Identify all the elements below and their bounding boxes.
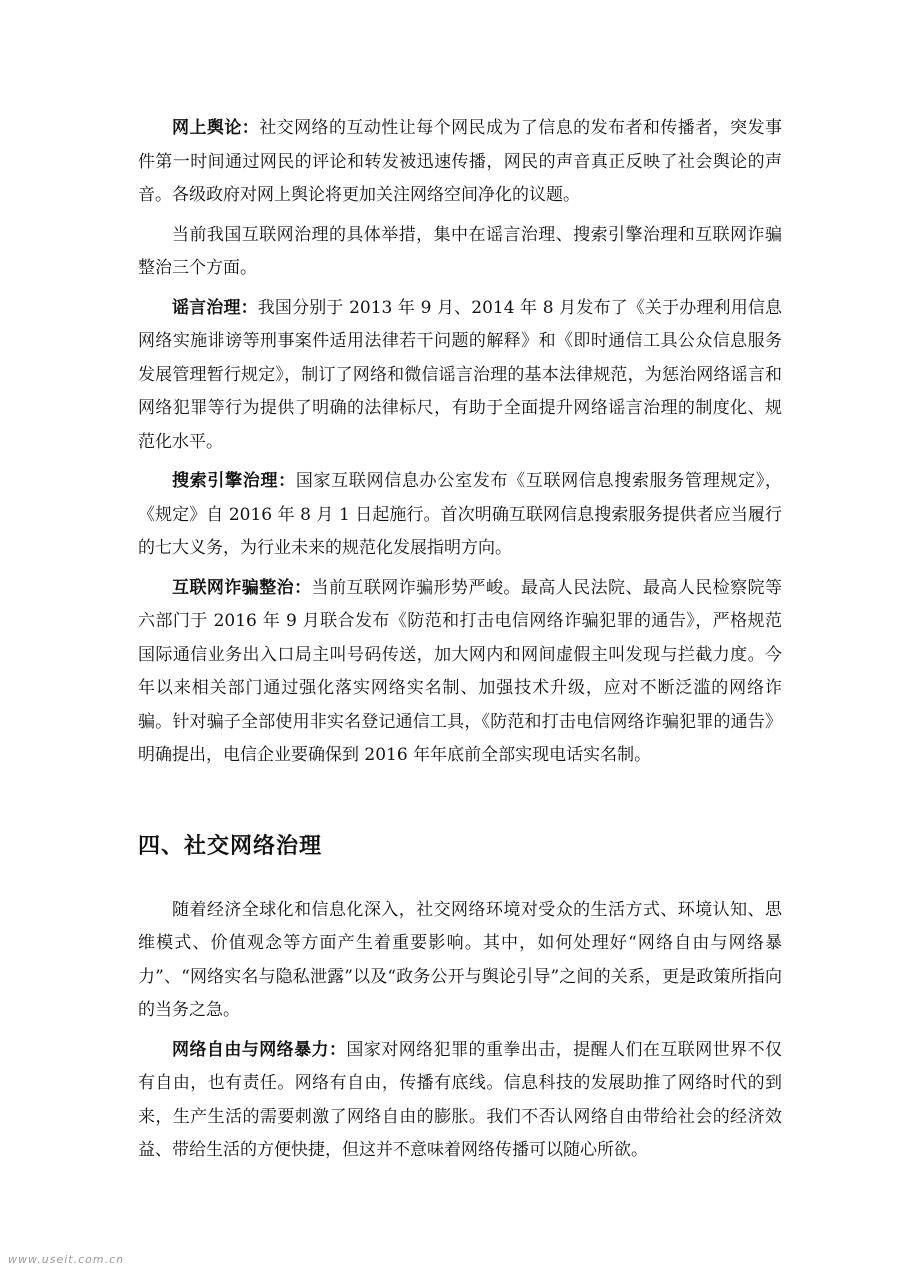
paragraph-search-engine-governance <box>138 465 782 566</box>
paragraph-governance-measures <box>138 219 782 286</box>
paragraph-text: 我国分别于 2013 年 9 月、2014 年 8 月发布了《关于办理利用信息网络实施诽谤等刑事案件适用法律若干问题的解释》和《即时通信工具公众信息服务发展管理暂行规定》，制订了网络和微信谣言治理的基本法律规范，为惩治网络谣言和网络犯罪等行为提供了明确的法律标尺，有助于全面提升网络谣言治理的制度化、规范化水平。 <box>138 297 782 452</box>
paragraph-text: 随着经济全球化和信息化深入，社交网络环境对受众的生活方式、环境认知、思维模式、价值观念等方面产生着重要影响。其中，如何处理好“网络自由与网络暴力”、“网络实名与隐私泄露”以及“政务公开与舆论引导”之间的关系，更是政策所指向的当务之急。 <box>138 899 782 1020</box>
paragraph-rumor-governance <box>138 292 782 460</box>
paragraph-lead: 互联网诈骗整治： <box>172 577 312 598</box>
paragraph-text: 社交网络的互动性让每个网民成为了信息的发布者和传播者，突发事件第一时间通过网民的评论和转发被迅速传播，网民的声音真正反映了社会舆论的声音。各级政府对网上舆论将更加关注网络空间净化的议题。 <box>138 118 783 205</box>
paragraph-text: 当前我国互联网治理的具体举措，集中在谣言治理、搜索引擎治理和互联网诈骗整治三个方面。 <box>138 224 782 278</box>
paragraph-text: 国家对网络犯罪的重拳出击，提醒人们在互联网世界不仅有自由，也有责任。网络有自由，传播有底线。信息科技的发展助推了网络时代的到来，生产生活的需要刺激了网络自由的膨胀。我们不否认网络自由带给社会的经济效益、带给生活的方便快捷，但这并不意味着网络传播可以随心所欲。 <box>138 1039 783 1160</box>
paragraph-social-network-intro <box>138 894 782 1028</box>
paragraph-lead: 搜索引擎治理： <box>172 471 296 491</box>
paragraph-online-opinion <box>138 112 782 213</box>
paragraph-lead: 网络自由与网络暴力： <box>172 1039 347 1060</box>
watermark: www.useit.com.cn <box>8 1253 125 1266</box>
paragraph-text: 当前互联网诈骗形势严峻。最高人民法院、最高人民检察院等六部门于 2016 年 9 月联合发布《防范和打击电信网络诈骗犯罪的通告》，严格规范国际通信业务出入口局主叫号码传送，加大网内和网间虚假主叫发现与拦截力度。今年以来相关部门通过强化落实网络实名制、加强技术升级，应对不断泛滥的网络诈骗。针对骗子全部使用非实名登记通信工具，《防范和打击电信网络诈骗犯罪的通告》明确提出，电信企业要确保到 2016 年年底前全部实现电话实名制。 <box>138 577 783 765</box>
paragraph-freedom-violence <box>138 1034 782 1168</box>
paragraph-lead: 网上舆论： <box>172 118 260 138</box>
document-page <box>138 112 782 1174</box>
paragraph-lead: 谣言治理： <box>172 297 258 318</box>
paragraph-text: 国家互联网信息办公室发布《互联网信息搜索服务管理规定》，《规定》自 2016 年 8 月 1 日起施行。首次明确互联网信息搜索服务提供者应当履行的七大义务，为行业未来的规范化发展指明方向。 <box>138 471 783 558</box>
section-heading: 四、社交网络治理 <box>138 833 323 859</box>
paragraph-fraud-rectification <box>138 572 782 773</box>
